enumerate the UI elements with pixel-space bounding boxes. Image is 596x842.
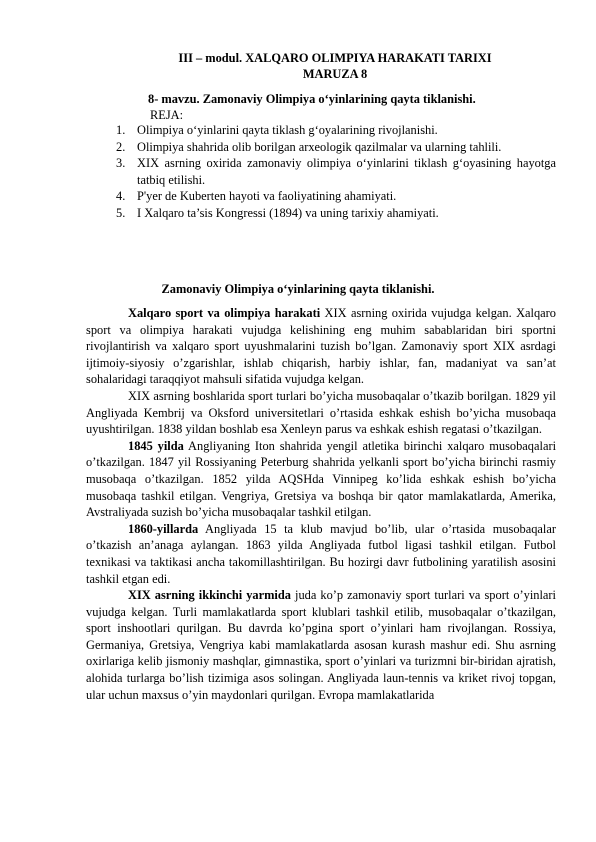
paragraph-text: XIX asrning oxirida vujudga kelgan. Xalqaro sport va olimpiya harakati vujudga kelishining eng muhim sabablaridan biri sportni rivojlantirish va xalqaro sport uyushmalarini tuzish boʼlgan. Zamonaviy sport XIX asrdagi ijtimoiy-siyosiy oʼzgarishlar, ishlab chiqarish, harbiy ishlar, fan, madaniyat va san’at sohalaridagi taraqqiyot mahsuli sifatida vujudga kelgan. bbox=[86, 306, 556, 387]
lecture-number: MARUZA 8 bbox=[302, 67, 368, 81]
paragraph-lead: 1845 yilda bbox=[128, 438, 184, 453]
paragraph bbox=[86, 438, 556, 521]
plan-item-number: 2. bbox=[116, 139, 126, 154]
plan-item-text: I Xalqaro ta’sis Kongressi (1894) va uning tarixiy ahamiyati. bbox=[137, 205, 439, 220]
plan-item-number: 5. bbox=[116, 205, 126, 220]
plan-item-number: 4. bbox=[116, 189, 126, 204]
plan-item-number: 3. bbox=[116, 156, 126, 171]
paragraph bbox=[86, 521, 556, 587]
plan-item-number: 1. bbox=[116, 123, 126, 137]
plan-item bbox=[116, 188, 556, 205]
plan-label: REJA: bbox=[150, 108, 184, 122]
paragraph-text: Angliyada 15 ta klub mavjud boʼlib, ular oʼrtasida musobaqalar oʼtkazish an’anaga aylangan. 1863 yilda Angliyada futbol ligasi tashkil etilgan. Futbol texnikasi va taktikasi ancha takomillashtirilgan. Bu hozirgi davr futbolining yaratilish asosini tashkil etgan edi. bbox=[86, 521, 556, 586]
paragraph bbox=[86, 587, 556, 703]
section-heading: Zamonaviy Olimpiya oʻyinlarining qayta tiklanishi. bbox=[161, 282, 435, 296]
plan-item bbox=[116, 155, 556, 188]
paragraph bbox=[86, 305, 556, 388]
plan-item bbox=[116, 139, 556, 156]
plan-item-text: P'yer de Kuberten hayoti va faoliyatining ahamiyati. bbox=[137, 189, 397, 204]
body-text bbox=[86, 305, 556, 703]
paragraph-text: XIX asrning boshlarida sport turlari boʼyicha musobaqalar oʼtkazib borilgan. 1829 yil Angliyada Kembrij va Oksford universitetlari oʼrtasida eshkak eshish boʼyicha musobaqa uyushtirilgan. 1838 yildan boshlab esa Xenleyn parus va eshkak eshish regatasi oʼtkazilgan. bbox=[86, 388, 556, 437]
plan-item-text: Olimpiya shahrida olib borilgan arxeologik qazilmalar va ularning tahlili. bbox=[137, 139, 502, 154]
paragraph-text: juda koʼp zamonaviy sport turlari va sport oʼyinlari vujudga kelgan. Turli mamlakatlarda sport klublari tashkil etilib, musobaqalar oʼtkazilgan, sport inshootlari qurilgan. Bu davrda koʼpgina sport oʼyinlari ham rivojlangan. Rossiya, Germaniya, Gretsiya, Vengriya kabi mamlakatlarda asosan kurash mashur edi. Shu asrning oxirlariga kelib jismoniy mashqlar, gimnastika, sport oʼyinlari va turizmni bir-biridan ajratish, alohida turlarga boʼlish tizimiga asos solingan. Angliyada laun-tennis va kriket rivoj topgan, ular uchun maxsus oʼyin maydonlari qurilgan. Evropa mamlakatlarida bbox=[86, 588, 556, 702]
plan-list bbox=[116, 122, 556, 222]
plan-item-text: XIX asrning oxirida zamonaviy olimpiya oʻyinlarini tiklash gʻoyasining hayotga tatbiq etilishi. bbox=[137, 156, 556, 187]
plan-item bbox=[116, 205, 556, 222]
paragraph bbox=[86, 388, 556, 438]
paragraph-text: Angliyaning Iton shahrida yengil atletika birinchi xalqaro musobaqalari oʼtkazilgan. 1847 yil Rossiyaning Peterburg shahrida yelkanli sport boʼyicha birinchi rasmiy musobaqa oʼtkazilgan. 1852 yilda AQSHda Vinnipeg koʼlida eshkak eshish boʼyicha musobaqa tashkil etilgan. Vengriya, Gretsiya va boshqa bir qator mamlakatlarda, Amerika, Avstraliyada suzish boʼyicha musobaqalar tashkil etilgan. bbox=[86, 438, 557, 520]
paragraph-lead: XIX asrning ikkinchi yarmida bbox=[128, 588, 291, 603]
topic-title: 8- mavzu. Zamonaviy Olimpiya oʻyinlarining qayta tiklanishi. bbox=[148, 92, 476, 106]
paragraph-lead: Xalqaro sport va olimpiya harakati bbox=[128, 306, 321, 320]
plan-item-text: Olimpiya oʻyinlarini qayta tiklash gʻoyalarining rivojlanishi. bbox=[137, 123, 438, 137]
plan-item bbox=[116, 122, 556, 139]
paragraph-lead: 1860-yillarda bbox=[128, 521, 199, 536]
module-title: III – modul. XALQARO OLIMPIYA HARAKATI TARIXI bbox=[178, 51, 492, 65]
